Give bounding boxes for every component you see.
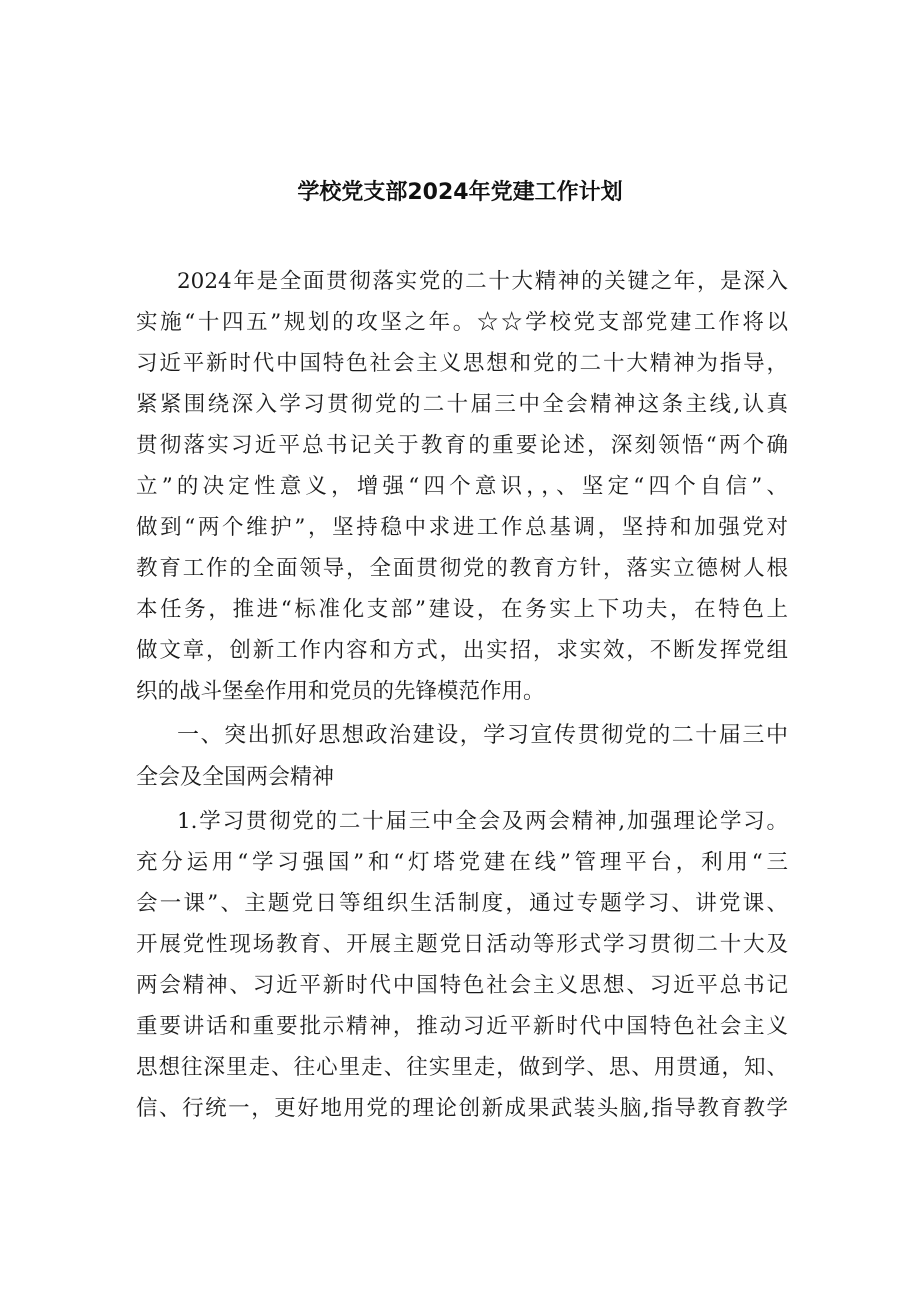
paragraph-line: 习近平新时代中国特色社会主义思想和党的二十大精神为指导，: [136, 351, 788, 376]
paragraph-line: 实施“十四五”规划的攻坚之年。☆☆学校党支部党建工作将以: [136, 310, 788, 335]
paragraph-line: 本任务，推进“标准化支部”建设，在务实上下功夫，在特色上: [136, 597, 788, 622]
heading-line: 全会及全国两会精神: [136, 765, 335, 790]
paragraph-line: 做文章，创新工作内容和方式，出实招，求实效，不断发挥党组: [136, 638, 788, 663]
paragraph-line: 思想往深里走、往心里走、往实里走，做到学、思、用贯通，知、: [136, 1055, 788, 1080]
document-title: 学校党支部2024年党建工作计划: [297, 180, 623, 205]
paragraph-line: 信、行统一，更好地用党的理论创新成果武装头脑,指导教育教学: [136, 1096, 788, 1121]
heading-line: 一、突出抓好思想政治建设，学习宣传贯彻党的二十届三中: [177, 723, 788, 748]
paragraph-line: 2024年是全面贯彻落实党的二十大精神的关键之年，是深入: [177, 269, 788, 294]
paragraph-line: 教育工作的全面领导，全面贯彻党的教育方针，落实立德树人根: [136, 556, 788, 581]
paragraph-line: 做到“两个维护”，坚持稳中求进工作总基调，坚持和加强党对: [136, 515, 788, 540]
paragraph-line: 紧紧围绕深入学习贯彻党的二十届三中全会精神这条主线,认真: [136, 392, 788, 417]
paragraph-line: 织的战斗堡垒作用和党员的先锋模范作用。: [136, 679, 545, 704]
paragraph-line: 开展党性现场教育、开展主题党日活动等形式学习贯彻二十大及: [136, 932, 788, 957]
paragraph-line: 立”的决定性意义，增强“四个意识，，、坚定“四个自信”、: [136, 474, 788, 499]
paragraph-line: 充分运用“学习强国”和“灯塔党建在线”管理平台，利用“三: [136, 850, 788, 875]
paragraph-line: 重要讲话和重要批示精神，推动习近平新时代中国特色社会主义: [136, 1014, 788, 1039]
paragraph-line: 贯彻落实习近平总书记关于教育的重要论述，深刻领悟“两个确: [136, 433, 788, 458]
paragraph-line: 两会精神、习近平新时代中国特色社会主义思想、习近平总书记: [136, 973, 788, 998]
paragraph-line: 会一课”、主题党日等组织生活制度，通过专题学习、讲党课、: [136, 891, 788, 916]
paragraph-line: 1.学习贯彻党的二十届三中全会及两会精神,加强理论学习。: [177, 809, 788, 834]
